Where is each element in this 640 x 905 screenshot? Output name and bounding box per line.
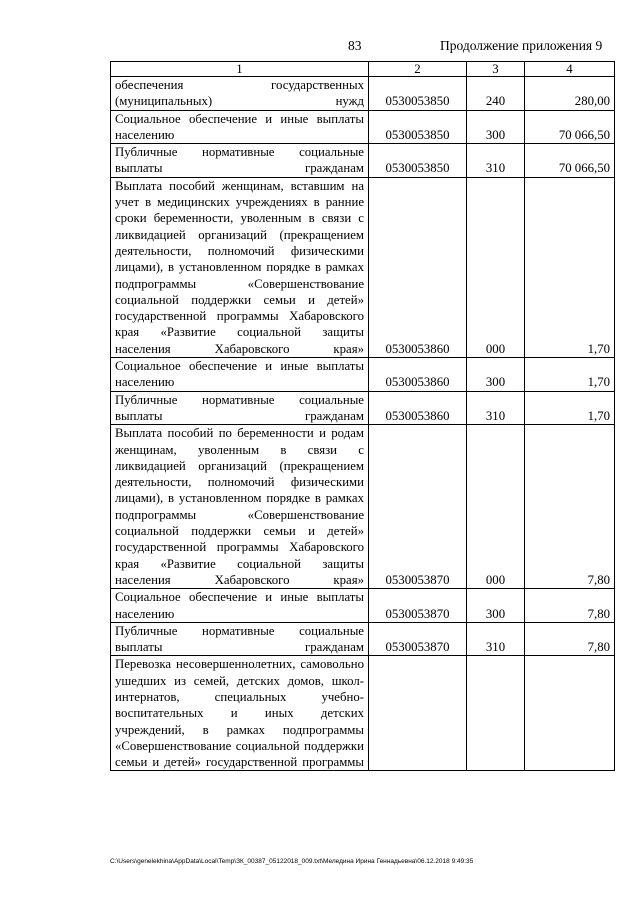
row-name: обеспечения государственных (муниципальных) нужд bbox=[111, 77, 369, 111]
row-code: 0530053860 bbox=[369, 177, 467, 357]
row-name: Социальное обеспечение и иные выплаты населению bbox=[111, 589, 369, 623]
row-code: 0530053870 bbox=[369, 622, 467, 656]
row-expense-type: 310 bbox=[467, 622, 525, 656]
row-name: Выплата пособий женщинам, вставшим на учет в медицинских учреждениях в ранние сроки беременности, уволенным в связи с ликвидацией организаций (прекращением деятельности, полномочий физическими лицами), в установленном порядке в рамках подпрограммы «Совершенствование социальной поддержки семьи и детей» государственной программы Хабаровского края «Развитие социальной защиты населения Хабаровского края» bbox=[111, 177, 369, 357]
row-amount: 1,70 bbox=[525, 177, 615, 357]
row-expense-type: 240 bbox=[467, 77, 525, 111]
row-name: Перевозка несовершеннолетних, самовольно ушедших из семей, детских домов, школ-интернатов, специальных учебно-воспитательных и иных детских учреждений, в рамках подпрограммы «Совершенствование социальной поддержки семьи и детей» государственной программы bbox=[111, 656, 369, 771]
row-amount bbox=[525, 656, 615, 771]
row-amount: 7,80 bbox=[525, 425, 615, 589]
budget-table bbox=[110, 61, 615, 771]
row-expense-type: 310 bbox=[467, 144, 525, 178]
row-name: Публичные нормативные социальные выплаты гражданам bbox=[111, 622, 369, 656]
row-amount: 7,80 bbox=[525, 622, 615, 656]
row-code bbox=[369, 656, 467, 771]
column-header: 3 bbox=[467, 62, 525, 77]
row-name: Социальное обеспечение и иные выплаты населению bbox=[111, 358, 369, 392]
row-expense-type bbox=[467, 656, 525, 771]
row-amount: 1,70 bbox=[525, 358, 615, 392]
column-header: 2 bbox=[369, 62, 467, 77]
row-code: 0530053850 bbox=[369, 77, 467, 111]
row-expense-type: 000 bbox=[467, 425, 525, 589]
table-row bbox=[111, 358, 615, 392]
row-code: 0530053870 bbox=[369, 589, 467, 623]
row-name: Публичные нормативные социальные выплаты гражданам bbox=[111, 391, 369, 425]
row-amount: 280,00 bbox=[525, 77, 615, 111]
row-code: 0530053860 bbox=[369, 358, 467, 392]
row-expense-type: 310 bbox=[467, 391, 525, 425]
row-amount: 7,80 bbox=[525, 589, 615, 623]
row-expense-type: 300 bbox=[467, 589, 525, 623]
column-header: 1 bbox=[111, 62, 369, 77]
continuation-note: Продолжение приложения 9 bbox=[440, 38, 603, 53]
table-row bbox=[111, 656, 615, 771]
row-code: 0530053860 bbox=[369, 391, 467, 425]
file-path-footer: C:\Users\genelekhina\AppData\Local\Temp\ЗК_00387_05122018_009.txt\Меледина Ирина Геннадьевна\06.12.2018 9:49:35 bbox=[110, 858, 474, 865]
row-code: 0530053870 bbox=[369, 425, 467, 589]
table-row bbox=[111, 622, 615, 656]
row-name: Социальное обеспечение и иные выплаты населению bbox=[111, 110, 369, 144]
table-row bbox=[111, 110, 615, 144]
row-amount: 1,70 bbox=[525, 391, 615, 425]
table-header-row bbox=[111, 62, 615, 77]
table-row bbox=[111, 425, 615, 589]
column-header: 4 bbox=[525, 62, 615, 77]
table-row bbox=[111, 177, 615, 357]
row-name: Публичные нормативные социальные выплаты гражданам bbox=[111, 144, 369, 178]
page-number: 83 bbox=[348, 38, 362, 53]
row-name: Выплата пособий по беременности и родам женщинам, уволенным в связи с ликвидацией организаций (прекращением деятельности, полномочий физическими лицами), в установленном порядке в рамках подпрограммы «Совершенствование социальной поддержки семьи и детей» государственной программы Хабаровского края «Развитие социальной защиты населения Хабаровского края» bbox=[111, 425, 369, 589]
table-row bbox=[111, 144, 615, 178]
row-expense-type: 300 bbox=[467, 358, 525, 392]
table-row bbox=[111, 589, 615, 623]
row-expense-type: 300 bbox=[467, 110, 525, 144]
row-amount: 70 066,50 bbox=[525, 110, 615, 144]
row-expense-type: 000 bbox=[467, 177, 525, 357]
row-code: 0530053850 bbox=[369, 144, 467, 178]
table-row bbox=[111, 391, 615, 425]
table-row bbox=[111, 77, 615, 111]
row-amount: 70 066,50 bbox=[525, 144, 615, 178]
row-code: 0530053850 bbox=[369, 110, 467, 144]
